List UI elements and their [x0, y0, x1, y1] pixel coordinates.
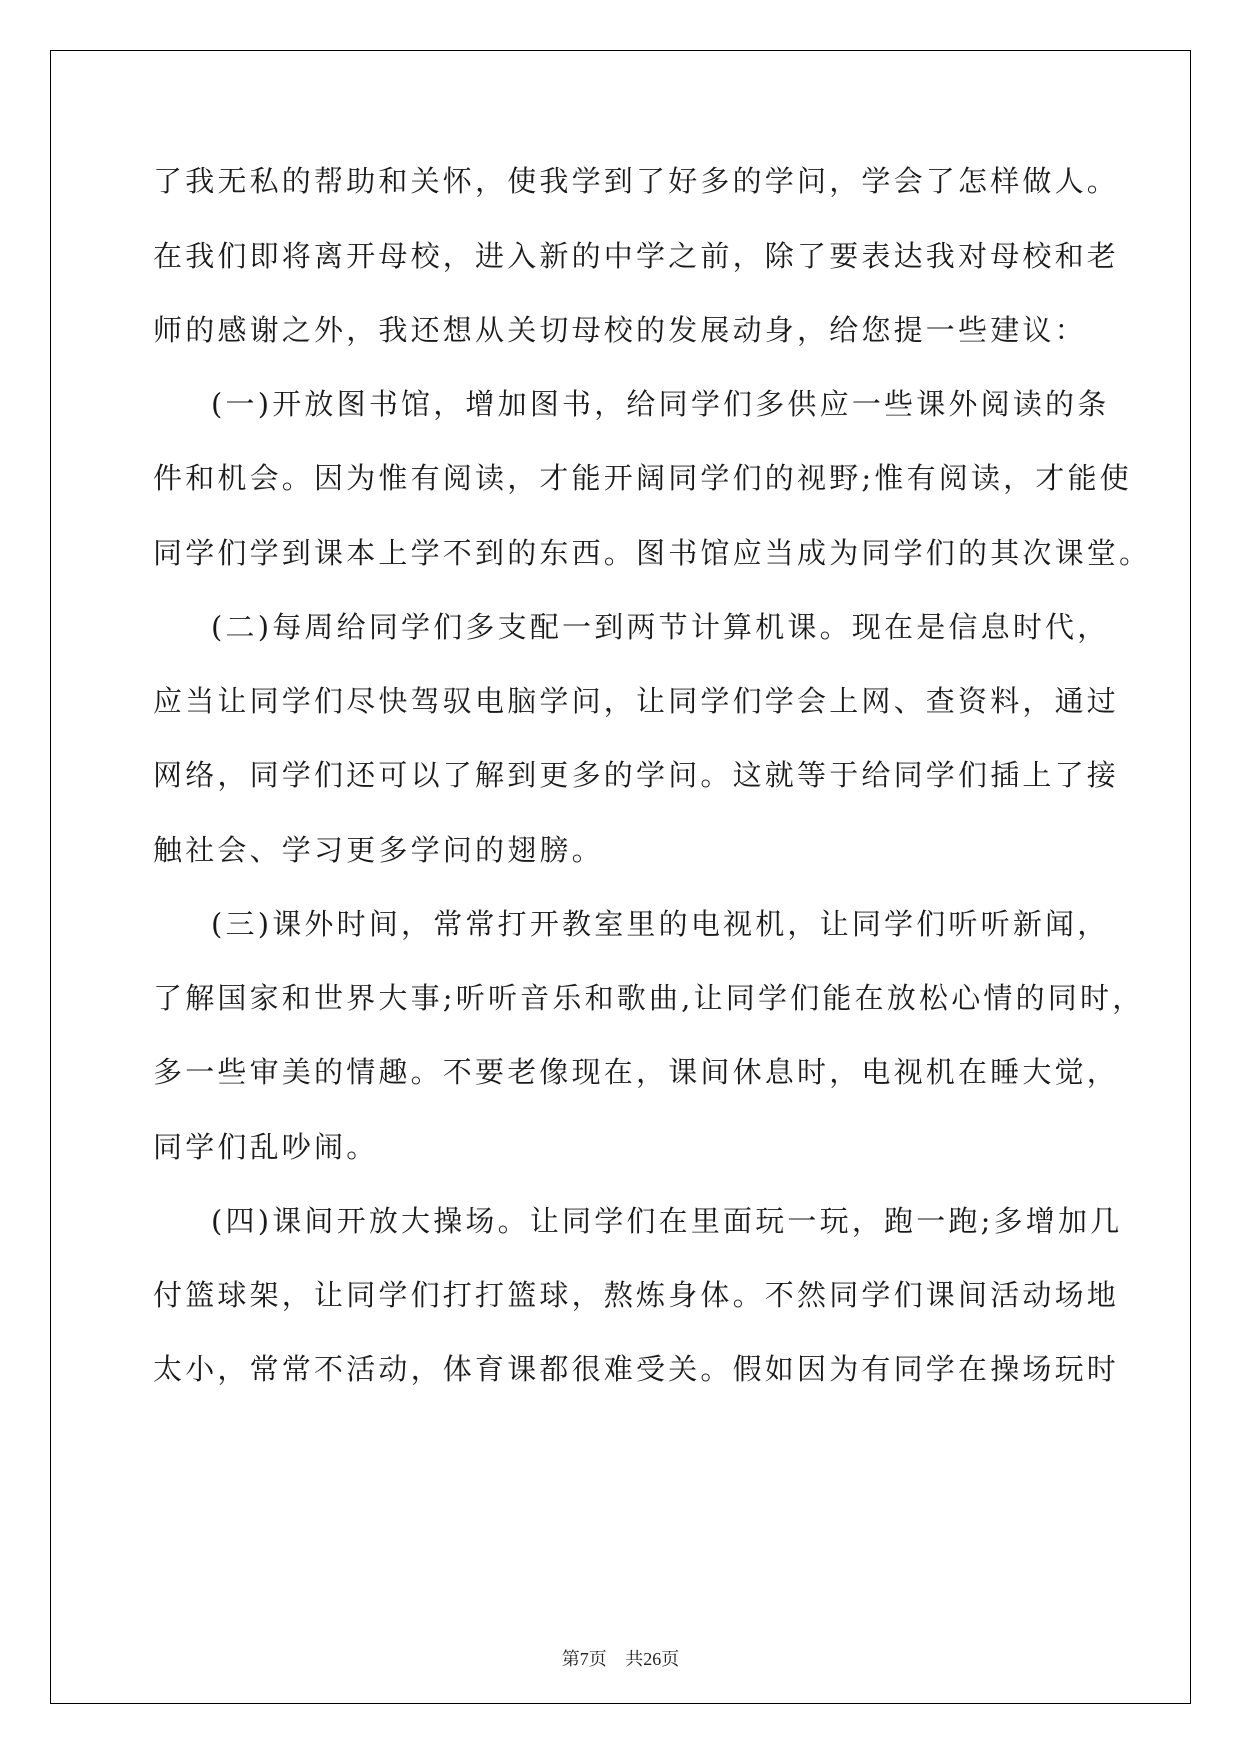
text-line: 了我无私的帮助和关怀，使我学到了好多的学问，学会了怎样做人。 [153, 164, 1120, 198]
paragraph-2-start: (二)每周给同学们多支配一到两节计算机课。现在是信息时代， [211, 610, 1110, 644]
text-line: 了解国家和世界大事;听听音乐和歌曲,让同学们能在放松心情的同时， [153, 981, 1145, 1015]
paragraph-3-start: (三)课外时间，常常打开教室里的电视机，让同学们听听新闻， [211, 907, 1110, 941]
text-line: 应当让同学们尽快驾驭电脑学问，让同学们学会上网、查资料，通过 [153, 684, 1120, 718]
text-line: 太小，常常不活动，体育课都很难受关。假如因为有同学在操场玩时 [153, 1352, 1120, 1386]
text-line: 同学们乱吵闹。 [153, 1130, 379, 1164]
paragraph-4-start: (四)课间开放大操场。让同学们在里面玩一玩，跑一跑;多增加几 [211, 1204, 1123, 1238]
text-line: 付篮球架，让同学们打打篮球，熬炼身体。不然同学们课间活动场地 [153, 1278, 1120, 1312]
text-line: 多一些审美的情趣。不要老像现在，课间休息时，电视机在睡大觉， [153, 1055, 1120, 1089]
text-line: 在我们即将离开母校，进入新的中学之前，除了要表达我对母校和老 [153, 239, 1120, 273]
page-border [50, 50, 1191, 1704]
text-line: 师的感谢之外，我还想从关切母校的发展动身，给您提一些建议： [153, 313, 1087, 347]
page-footer [0, 1645, 1241, 1671]
text-line: 网络，同学们还可以了解到更多的学问。这就等于给同学们插上了接 [153, 758, 1120, 792]
text-line: 件和机会。因为惟有阅读，才能开阔同学们的视野;惟有阅读，才能使 [153, 461, 1132, 495]
page-number-total: 共26页 [625, 1649, 680, 1669]
text-line: 同学们学到课本上学不到的东西。图书馆应当成为同学们的其次课堂。 [153, 536, 1152, 570]
page-number-current: 第7页 [561, 1649, 607, 1669]
text-line: 触社会、学习更多学问的翅膀。 [153, 833, 604, 867]
paragraph-1-start: (一)开放图书馆，增加图书，给同学们多供应一些课外阅读的条 [211, 387, 1110, 421]
